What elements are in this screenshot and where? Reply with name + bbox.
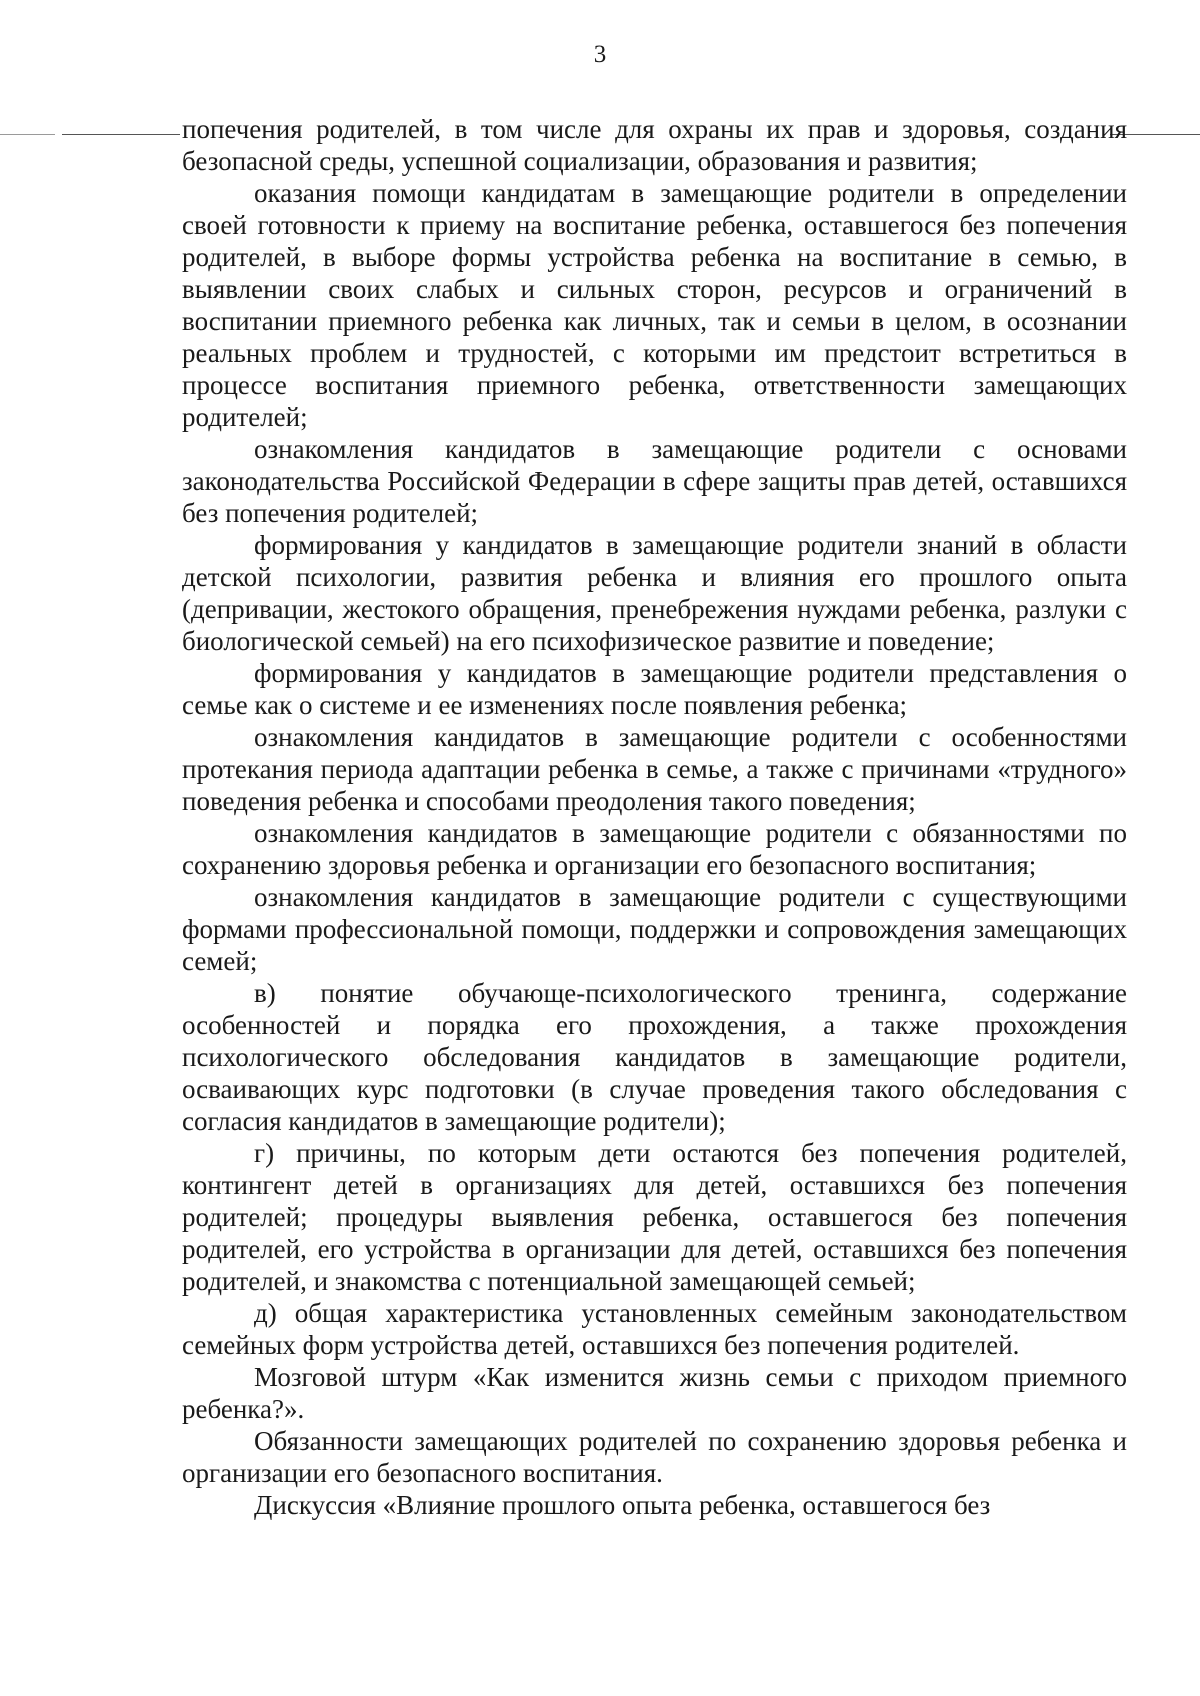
paragraph-obligations: Обязанности замещающих родителей по сохранению здоровья ребенка и организации его безопасного воспитания.	[182, 1426, 1127, 1488]
paragraph-health-duties: ознакомления кандидатов в замещающие родители с обязанностями по сохранению здоровья ребенка и организации его безопасного воспитания;	[182, 818, 1127, 880]
paragraph-item-g: г) причины, по которым дети остаются без попечения родителей, контингент детей в организациях для детей, оставшихся без попечения родителей; процедуры выявления ребенка, оставшегося без попечения родителей, его устройства в организации для детей, оставшихся без попечения родителей, и знакомства с потенциальной замещающей семьей;	[182, 1138, 1127, 1296]
paragraph-support-forms: ознакомления кандидатов в замещающие родители с существующими формами профессиональной помощи, поддержки и сопровождения замещающих семей;	[182, 882, 1127, 976]
scan-artifact-line	[0, 134, 55, 135]
scan-artifact-line	[62, 134, 157, 135]
page-number: 3	[593, 41, 607, 68]
paragraph-item-d: д) общая характеристика установленных семейным законодательством семейных форм устройства детей, оставшихся без попечения родителей.	[182, 1298, 1127, 1360]
paragraph-assistance: оказания помощи кандидатам в замещающие родители в определении своей готовности к приему на воспитание ребенка, оставшегося без попечения родителей, в выборе формы устройства ребенка на воспитание в семью, в выявлении своих слабых и сильных сторон, ресурсов и ограничений в воспитании приемного ребенка как личных, так и семьи в целом, в осознании реальных проблем и трудностей, с которыми им предстоит встретиться в процессе воспитания приемного ребенка, ответственности замещающих родителей;	[182, 178, 1127, 432]
paragraph-discussion: Дискуссия «Влияние прошлого опыта ребенка, оставшегося без	[254, 1490, 991, 1520]
paragraph-item-v: в) понятие обучающе-психологического тренинга, содержание особенностей и порядка его прохождения, а также прохождения психологического обследования кандидатов в замещающие родители, осваивающих курс подготовки (в случае проведения такого обследования с согласия кандидатов в замещающие родители);	[182, 978, 1127, 1136]
scan-artifact-line	[150, 134, 180, 135]
document-body	[182, 113, 1127, 1521]
paragraph-brainstorm: Мозговой штурм «Как изменится жизнь семьи с приходом приемного ребенка?».	[182, 1362, 1127, 1424]
paragraph-continuation: попечения родителей, в том числе для охраны их прав и здоровья, создания безопасной среды, успешной социализации, образования и развития;	[182, 114, 1127, 176]
paragraph-adaptation: ознакомления кандидатов в замещающие родители с особенностями протекания периода адаптации ребенка в семье, а также с причинами «трудного» поведения ребенка и способами преодоления такого поведения;	[182, 722, 1127, 816]
paragraph-family-system: формирования у кандидатов в замещающие родители представления о семье как о системе и ее изменениях после появления ребенка;	[182, 658, 1127, 720]
paragraph-legislation: ознакомления кандидатов в замещающие родители с основами законодательства Российской Федерации в сфере защиты прав детей, оставшихся без попечения родителей;	[182, 434, 1127, 528]
paragraph-psychology: формирования у кандидатов в замещающие родители знаний в области детской психологии, развития ребенка и влияния его прошлого опыта (депривации, жестокого обращения, пренебрежения нуждами ребенка, разлуки с биологической семьей) на его психофизическое развитие и поведение;	[182, 530, 1127, 656]
